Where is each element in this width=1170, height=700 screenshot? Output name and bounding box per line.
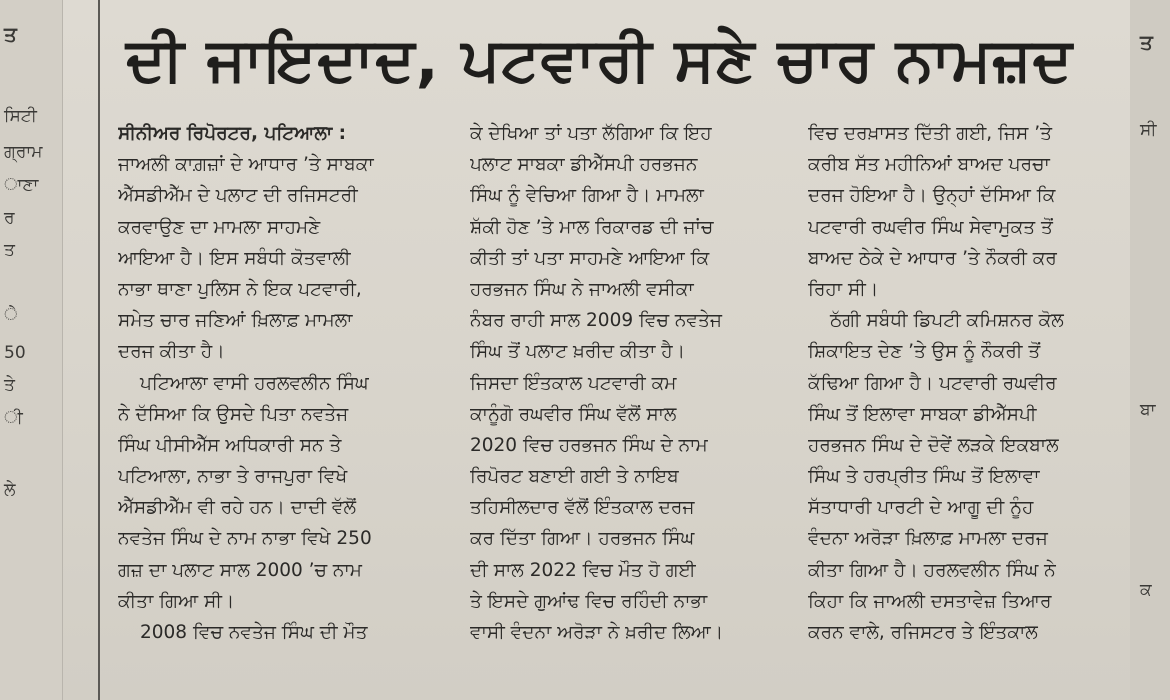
fragment-text: ਾਣਾ bbox=[4, 175, 39, 195]
article-line: ਕੱਢਿਆ ਗਿਆ ਹੈ। ਪਟਵਾਰੀ ਰਘਵੀਰ bbox=[808, 372, 1057, 394]
article-line: ਕਾਨੂੰਗੋ ਰਘਵੀਰ ਸਿੰਘ ਵੱਲੋਂ ਸਾਲ bbox=[470, 403, 677, 425]
article-line: 2020 ਵਿਚ ਹਰਭਜਨ ਸਿੰਘ ਦੇ ਨਾਮ bbox=[470, 434, 708, 456]
fragment-text: ੀ bbox=[4, 408, 23, 428]
article-line: ਆਇਆ ਹੈ। ਇਸ ਸਬੰਧੀ ਕੋਤਵਾਲੀ bbox=[118, 247, 351, 269]
article-line: ਵਾਸੀ ਵੰਦਨਾ ਅਰੋੜਾ ਨੇ ਖ਼ਰੀਦ ਲਿਆ। bbox=[470, 622, 724, 643]
fragment-text: ਗ੍ਰਾਮ bbox=[4, 142, 43, 162]
article-line: ਪਟਿਆਲਾ ਵਾਸੀ ਹਰਲਵਲੀਨ ਸਿੰਘ bbox=[140, 372, 369, 394]
adjacent-column-fragment-right bbox=[1130, 0, 1170, 700]
article-line: ਦੀ ਸਾਲ 2022 ਵਿਚ ਮੌਤ ਹੋ ਗਈ bbox=[470, 559, 696, 581]
article-column-2 bbox=[470, 118, 790, 700]
fragment-text: ਕ bbox=[1140, 580, 1152, 600]
article-line: ਰਿਪੋਰਟ ਬਣਾਈ ਗਈ ਤੇ ਨਾਇਬ bbox=[470, 466, 679, 488]
fragment-text: ਬਾ bbox=[1140, 400, 1156, 420]
article-line: ਦਰਜ ਕੀਤਾ ਹੈ। bbox=[118, 341, 225, 363]
article-line: ਹਰਭਜਨ ਸਿੰਘ ਨੇ ਜਾਅਲੀ ਵਸੀਕਾ bbox=[470, 278, 694, 300]
article-line: ਸ਼ਿਕਾਇਤ ਦੇਣ ’ਤੇ ਉਸ ਨੂੰ ਨੌਕਰੀ ਤੋਂ bbox=[808, 341, 1041, 363]
article-line: ਕੀਤਾ ਗਿਆ ਸੀ। bbox=[118, 590, 235, 612]
fragment-text: ਤ bbox=[4, 22, 17, 46]
article-line: ਨੇ ਦੱਸਿਆ ਕਿ ਉਸਦੇ ਪਿਤਾ ਨਵਤੇਜ bbox=[118, 403, 349, 425]
article-line: ਕਰ ਦਿੱਤਾ ਗਿਆ। ਹਰਭਜਨ ਸਿੰਘ bbox=[470, 528, 695, 550]
article-line: 2008 ਵਿਚ ਨਵਤੇਜ ਸਿੰਘ ਦੀ ਮੌਤ bbox=[140, 622, 368, 643]
headline: ਦੀ ਜਾਇਦਾਦ, ਪਟਵਾਰੀ ਸਣੇ ਚਾਰ ਨਾਮਜ਼ਦ bbox=[126, 25, 1074, 95]
article-line: ਪਲਾਟ ਸਾਬਕਾ ਡੀਐੱਸਪੀ ਹਰਭਜਨ bbox=[470, 154, 698, 176]
fragment-text: ਸਿਟੀ bbox=[4, 106, 37, 126]
column-rule bbox=[98, 0, 100, 700]
article-line: ਨਾਭਾ ਥਾਣਾ ਪੁਲਿਸ ਨੇ ਇਕ ਪਟਵਾਰੀ, bbox=[118, 278, 362, 300]
article-line: ਹਰਭਜਨ ਸਿੰਘ ਦੇ ਦੋਵੇਂ ਲੜਕੇ ਇਕਬਾਲ bbox=[808, 434, 1059, 456]
article-line: ਕਰੀਬ ਸੱਤ ਮਹੀਨਿਆਂ ਬਾਅਦ ਪਰਚਾ bbox=[808, 154, 1050, 176]
article-line: ਗਜ਼ ਦਾ ਪਲਾਟ ਸਾਲ 2000 ’ਚ ਨਾਮ bbox=[118, 559, 362, 581]
article-line: ਸਿੰਘ ਨੂੰ ਵੇਚਿਆ ਗਿਆ ਹੈ। ਮਾਮਲਾ bbox=[470, 185, 704, 207]
fragment-text: ਲੇ bbox=[4, 480, 16, 500]
article-line: ਸਿੰਘ ਪੀਸੀਐੱਸ ਅਧਿਕਾਰੀ ਸਨ ਤੇ bbox=[118, 434, 342, 456]
article-line: ਕਰਨ ਵਾਲੇ, ਰਜਿਸਟਰ ਤੇ ਇੰਤਕਾਲ bbox=[808, 622, 1038, 643]
fragment-text: ਤ bbox=[1140, 30, 1153, 54]
article-column-1 bbox=[118, 118, 443, 700]
article-line: ਕਰਵਾਉਣ ਦਾ ਮਾਮਲਾ ਸਾਹਮਣੇ bbox=[118, 216, 321, 238]
article-column-3 bbox=[808, 118, 1130, 700]
article-line: ਕਿਹਾ ਕਿ ਜਾਅਲੀ ਦਸਤਾਵੇਜ਼ ਤਿਆਰ bbox=[808, 590, 1052, 612]
article-line: ਜਿਸਦਾ ਇੰਤਕਾਲ ਪਟਵਾਰੀ ਕਮ bbox=[470, 372, 677, 394]
article-line: ਪਟਵਾਰੀ ਰਘਵੀਰ ਸਿੰਘ ਸੇਵਾਮੁਕਤ ਤੋਂ bbox=[808, 216, 1053, 238]
article-line: ਸੱਤਾਧਾਰੀ ਪਾਰਟੀ ਦੇ ਆਗੂ ਦੀ ਨੂੰਹ bbox=[808, 497, 1034, 519]
article-line: ਨੰਬਰ ਰਾਹੀ ਸਾਲ 2009 ਵਿਚ ਨਵਤੇਜ bbox=[470, 310, 722, 332]
article-line: ਸਮੇਤ ਚਾਰ ਜਣਿਆਂ ਖ਼ਿਲਾਫ਼ ਮਾਮਲਾ bbox=[118, 310, 353, 332]
article-line: ਨਵਤੇਜ ਸਿੰਘ ਦੇ ਨਾਮ ਨਾਭਾ ਵਿਖੇ 250 bbox=[118, 528, 372, 550]
fragment-text: ਤੇ bbox=[4, 375, 15, 395]
article-line: ਵਿਚ ਦਰਖ਼ਾਸਤ ਦਿੱਤੀ ਗਈ, ਜਿਸ ’ਤੇ bbox=[808, 123, 1052, 144]
article-line: ਸਿੰਘ ਤੋਂ ਪਲਾਟ ਖ਼ਰੀਦ ਕੀਤਾ ਹੈ। bbox=[470, 341, 686, 363]
fragment-text: 50 bbox=[4, 343, 26, 363]
fragment-text: ਰ bbox=[4, 208, 15, 228]
fragment-text: ਸੀ bbox=[1140, 120, 1157, 140]
article-line: ਸਿੰਘ ਤੋਂ ਇਲਾਵਾ ਸਾਬਕਾ ਡੀਐੱਸਪੀ bbox=[808, 403, 1037, 425]
article-line: ਤੇ ਇਸਦੇ ਗੁਆਂਢ ਵਿਚ ਰਹਿੰਦੀ ਨਾਭਾ bbox=[470, 590, 708, 612]
article-line: ਸ਼ੱਕੀ ਹੋਣ ’ਤੇ ਮਾਲ ਰਿਕਾਰਡ ਦੀ ਜਾਂਚ bbox=[470, 216, 714, 238]
article-line: ਤਹਿਸੀਲਦਾਰ ਵੱਲੋਂ ਇੰਤਕਾਲ ਦਰਜ bbox=[470, 497, 695, 519]
fragment-text: ੇ bbox=[4, 305, 18, 325]
article-line: ਕੀਤੀ ਤਾਂ ਪਤਾ ਸਾਹਮਣੇ ਆਇਆ ਕਿ bbox=[470, 247, 710, 269]
article-line: ਬਾਅਦ ਠੇਕੇ ਦੇ ਆਧਾਰ ’ਤੇ ਨੌਕਰੀ ਕਰ bbox=[808, 247, 1057, 269]
article-line: ਐੱਸਡੀਐੱਮ ਦੇ ਪਲਾਟ ਦੀ ਰਜਿਸਟਰੀ bbox=[118, 185, 358, 207]
article-line: ਪਟਿਆਲਾ, ਨਾਭਾ ਤੇ ਰਾਜਪੁਰਾ ਵਿਖੇ bbox=[118, 466, 348, 488]
dateline: ਸੀਨੀਅਰ ਰਿਪੋਰਟਰ, ਪਟਿਆਲਾ : bbox=[118, 123, 346, 144]
article-line: ਕੀਤਾ ਗਿਆ ਹੈ। ਹਰਲਵਲੀਨ ਸਿੰਘ ਨੇ bbox=[808, 559, 1056, 581]
article-line: ਸਿੰਘ ਤੇ ਹਰਪ੍ਰੀਤ ਸਿੰਘ ਤੋਂ ਇਲਾਵਾ bbox=[808, 466, 1040, 488]
article-line: ਜਾਅਲੀ ਕਾਗ਼ਜ਼ਾਂ ਦੇ ਆਧਾਰ ’ਤੇ ਸਾਬਕਾ bbox=[118, 154, 374, 176]
article-line: ਰਿਹਾ ਸੀ। bbox=[808, 278, 879, 300]
article-line: ਕੇ ਦੇਖਿਆ ਤਾਂ ਪਤਾ ਲੱਗਿਆ ਕਿ ਇਹ bbox=[470, 123, 712, 144]
article-line: ਐੱਸਡੀਐੱਮ ਵੀ ਰਹੇ ਹਨ। ਦਾਦੀ ਵੱਲੋਂ bbox=[118, 497, 357, 519]
adjacent-column-fragment bbox=[0, 0, 63, 700]
fragment-text: ਤ bbox=[4, 240, 15, 260]
article-line: ਦਰਜ ਹੋਇਆ ਹੈ। ਉਨ੍ਹਾਂ ਦੱਸਿਆ ਕਿ bbox=[808, 185, 1056, 207]
article-line: ਵੰਦਨਾ ਅਰੋੜਾ ਖ਼ਿਲਾਫ਼ ਮਾਮਲਾ ਦਰਜ bbox=[808, 528, 1048, 550]
article-line: ਠੱਗੀ ਸਬੰਧੀ ਡਿਪਟੀ ਕਮਿਸ਼ਨਰ ਕੋਲ bbox=[830, 310, 1064, 332]
